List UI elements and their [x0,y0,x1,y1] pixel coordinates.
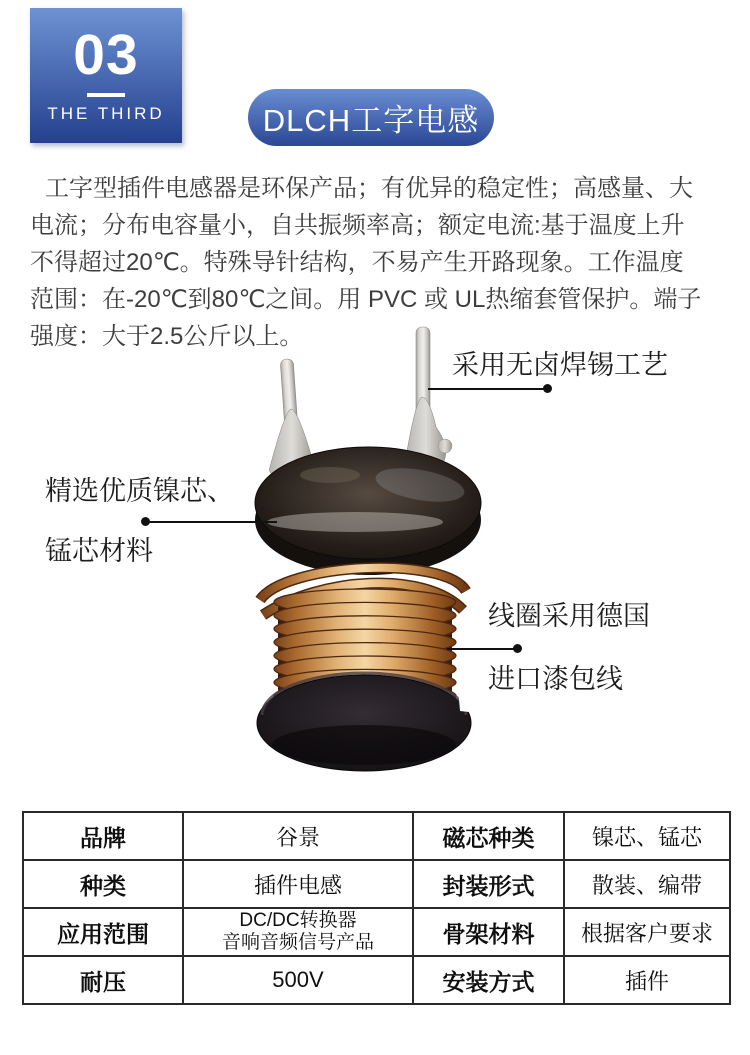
inductor-top-core [255,447,481,575]
spec-row [23,860,730,908]
intro-line: 电流；分布电容量小，自共振频率高；额定电流:基于温度上升 [30,212,685,239]
spec-value: 镍芯、锰芯 [564,812,730,860]
spec-table [22,811,731,1005]
annotation-coil-text-line1: 线圈采用德国 [488,601,650,631]
spec-key: 应用范围 [23,908,183,956]
badge-subtitle: THE THIRD [47,104,165,123]
spec-key: 骨架材料 [413,908,564,956]
annotation-core-text-line1: 精选优质镍芯、 [45,476,234,506]
spec-key: 磁芯种类 [413,812,564,860]
badge-divider [87,93,125,97]
section-title-pill [248,89,494,146]
spec-row [23,908,730,956]
spec-key: 耐压 [23,956,183,1004]
badge-number: 03 [73,23,139,87]
spec-key: 安装方式 [413,956,564,1004]
annotation-coil-line [447,648,518,650]
annotation-solder-line [428,388,548,390]
product-photo [230,315,500,785]
spec-key: 品牌 [23,812,183,860]
annotation-solder-text: 采用无卤焊锡工艺 [452,350,668,380]
spec-row [23,956,730,1004]
spec-value-line: 音响音频信号产品 [221,932,374,953]
annotation-core-dot [141,517,150,526]
spec-value-line: DC/DC转换器 [239,910,357,931]
spec-value: 插件电感 [183,860,413,908]
section-badge [30,8,182,143]
intro-line: 强度：大于2.5公斤以上。 [30,323,304,350]
spec-row [23,812,730,860]
intro-line: 范围：在-20℃到80℃之间。用 PVC 或 UL热缩套管保护。端子 [30,286,702,313]
annotation-coil-dot [513,644,522,653]
spec-value [183,908,413,956]
annotation-solder-dot [543,384,552,393]
intro-line: 不得超过20℃。特殊导针结构，不易产生开路现象。工作温度 [30,249,684,276]
annotation-core-text-line2: 锰芯材料 [45,536,153,566]
annotation-coil-text-line2: 进口漆包线 [488,664,623,694]
spec-value: 散装、编带 [564,860,730,908]
spec-value: 根据客户要求 [564,908,730,956]
section-title-text: DLCH工字电感 [262,103,480,138]
intro-line: 工字型插件电感器是环保产品；有优异的稳定性；高感量、大 [45,175,693,202]
spec-key: 封装形式 [413,860,564,908]
spec-key: 种类 [23,860,183,908]
spec-value: 500V [183,956,413,1004]
annotation-core-line [145,521,277,523]
spec-value: 谷景 [183,812,413,860]
spec-value: 插件 [564,956,730,1004]
